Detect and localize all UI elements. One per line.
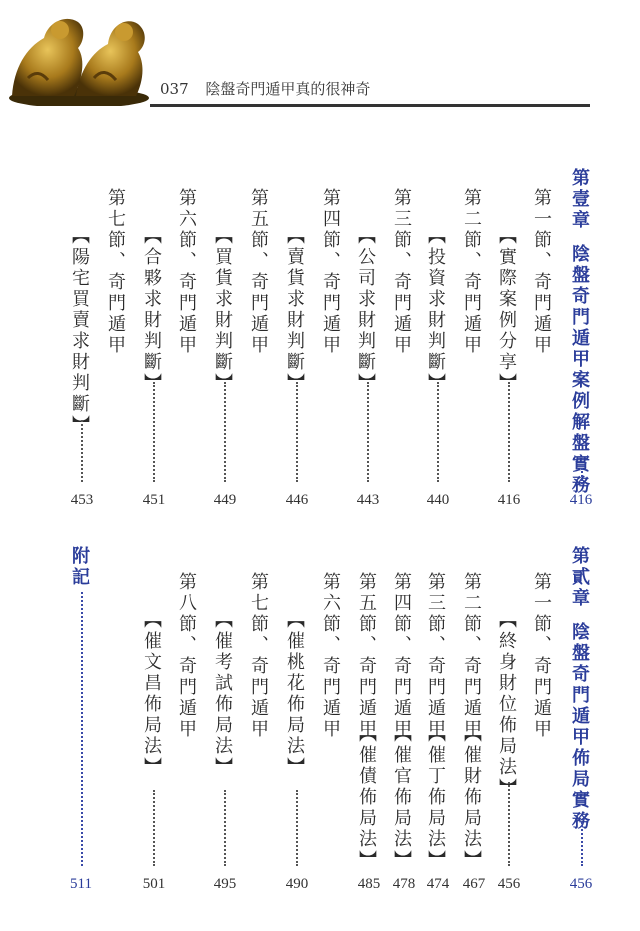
header-divider [150, 104, 590, 107]
toc-b-page-3: 474 [426, 876, 450, 892]
toc-b-item-1[interactable]: 【終身財位佈局法】 [496, 610, 517, 799]
toc-page-6: 451 [142, 492, 166, 508]
toc-b-section-6[interactable]: 第六節、奇門遁甲 [320, 572, 341, 740]
chapter-2-leader-dots [581, 822, 601, 866]
toc-b-item-2[interactable]: 【催財佈局法】 [461, 724, 482, 871]
toc-section-2[interactable]: 第二節、奇門遁甲 [461, 188, 482, 356]
toc-b-section-1[interactable]: 第一節、奇門遁甲 [531, 572, 552, 740]
toc-item-3[interactable]: 【公司求財判斷】 [355, 226, 376, 394]
toc-leader-4 [296, 382, 316, 482]
toc-leader-1 [508, 382, 528, 482]
toc-b-leader-8 [153, 790, 173, 866]
chapter-1-label: 第壹章 [569, 168, 590, 231]
toc-section-3[interactable]: 第三節、奇門遁甲 [391, 188, 412, 356]
toc-page-7: 453 [70, 492, 94, 508]
toc-item-6[interactable]: 【合夥求財判斷】 [141, 226, 162, 394]
chapter-1-title: 陰盤奇門遁甲案例解盤實務 [569, 244, 590, 496]
toc-leader-2 [437, 382, 457, 482]
toc-page-2: 440 [426, 492, 450, 508]
toc-item-5[interactable]: 【買貨求財判斷】 [212, 226, 233, 394]
toc-leader-3 [367, 382, 387, 482]
toc-item-1[interactable]: 【實際案例分享】 [496, 226, 517, 394]
toc-b-page-2: 467 [462, 876, 486, 892]
toc-leader-5 [224, 382, 244, 482]
appendix-label[interactable]: 附記 [69, 546, 90, 588]
toc-b-section-5[interactable]: 第五節、奇門遁甲 [356, 572, 377, 740]
appendix-page: 511 [70, 876, 92, 892]
toc-item-4[interactable]: 【賣貨求財判斷】 [284, 226, 305, 394]
toc-b-leader-6 [296, 790, 316, 866]
toc-section-5[interactable]: 第五節、奇門遁甲 [248, 188, 269, 356]
toc-item-2[interactable]: 【投資求財判斷】 [425, 226, 446, 394]
toc-b-page-5: 485 [357, 876, 381, 892]
toc-b-page-8: 501 [142, 876, 166, 892]
toc-b-section-3[interactable]: 第三節、奇門遁甲 [425, 572, 446, 740]
toc-item-7[interactable]: 【陽宅買賣求財判斷】 [69, 226, 90, 436]
page-header [0, 0, 640, 110]
toc-b-item-7[interactable]: 【催考試佈局法】 [212, 610, 233, 778]
toc-b-item-4[interactable]: 【催官佈局法】 [391, 724, 412, 871]
chapter-1-page: 416 [569, 492, 593, 508]
toc-section-6[interactable]: 第六節、奇門遁甲 [176, 188, 197, 356]
toc-b-page-7: 495 [213, 876, 237, 892]
golden-qilin-statue-image [8, 8, 150, 106]
toc-b-page-6: 490 [285, 876, 309, 892]
toc-section-4[interactable]: 第四節、奇門遁甲 [320, 188, 341, 356]
toc-b-page-1: 456 [497, 876, 521, 892]
toc-b-section-8[interactable]: 第八節、奇門遁甲 [176, 572, 197, 740]
toc-b-page-4: 478 [392, 876, 416, 892]
toc-page-3: 443 [356, 492, 380, 508]
chapter-2-title: 陰盤奇門遁甲佈局實務 [569, 622, 590, 832]
toc-b-item-8[interactable]: 【催文昌佈局法】 [141, 610, 162, 778]
toc-b-leader-1 [508, 782, 528, 866]
toc-b-section-4[interactable]: 第四節、奇門遁甲 [391, 572, 412, 740]
toc-page-5: 449 [213, 492, 237, 508]
chapter-2-page: 456 [569, 876, 593, 892]
book-title: 陰盤奇門遁甲真的很神奇 [205, 80, 371, 98]
toc-page-4: 446 [285, 492, 309, 508]
toc-b-leader-7 [224, 790, 244, 866]
toc-b-item-3[interactable]: 【催丁佈局法】 [425, 724, 446, 871]
toc-b-section-7[interactable]: 第七節、奇門遁甲 [248, 572, 269, 740]
toc-b-item-6[interactable]: 【催桃花佈局法】 [284, 610, 305, 778]
toc-b-section-2[interactable]: 第二節、奇門遁甲 [461, 572, 482, 740]
chapter-2-label: 第貳章 [569, 546, 590, 609]
appendix-leader-dots [81, 592, 101, 866]
toc-section-7[interactable]: 第七節、奇門遁甲 [105, 188, 126, 356]
toc-page-1: 416 [497, 492, 521, 508]
chapter-1-leader-dots [581, 468, 601, 484]
page-number: 037 [160, 80, 189, 98]
toc-leader-7 [81, 420, 101, 482]
running-header [160, 78, 370, 99]
toc-b-item-5[interactable]: 【催債佈局法】 [356, 724, 377, 871]
toc-leader-6 [153, 382, 173, 482]
toc-section-1[interactable]: 第一節、奇門遁甲 [531, 188, 552, 356]
